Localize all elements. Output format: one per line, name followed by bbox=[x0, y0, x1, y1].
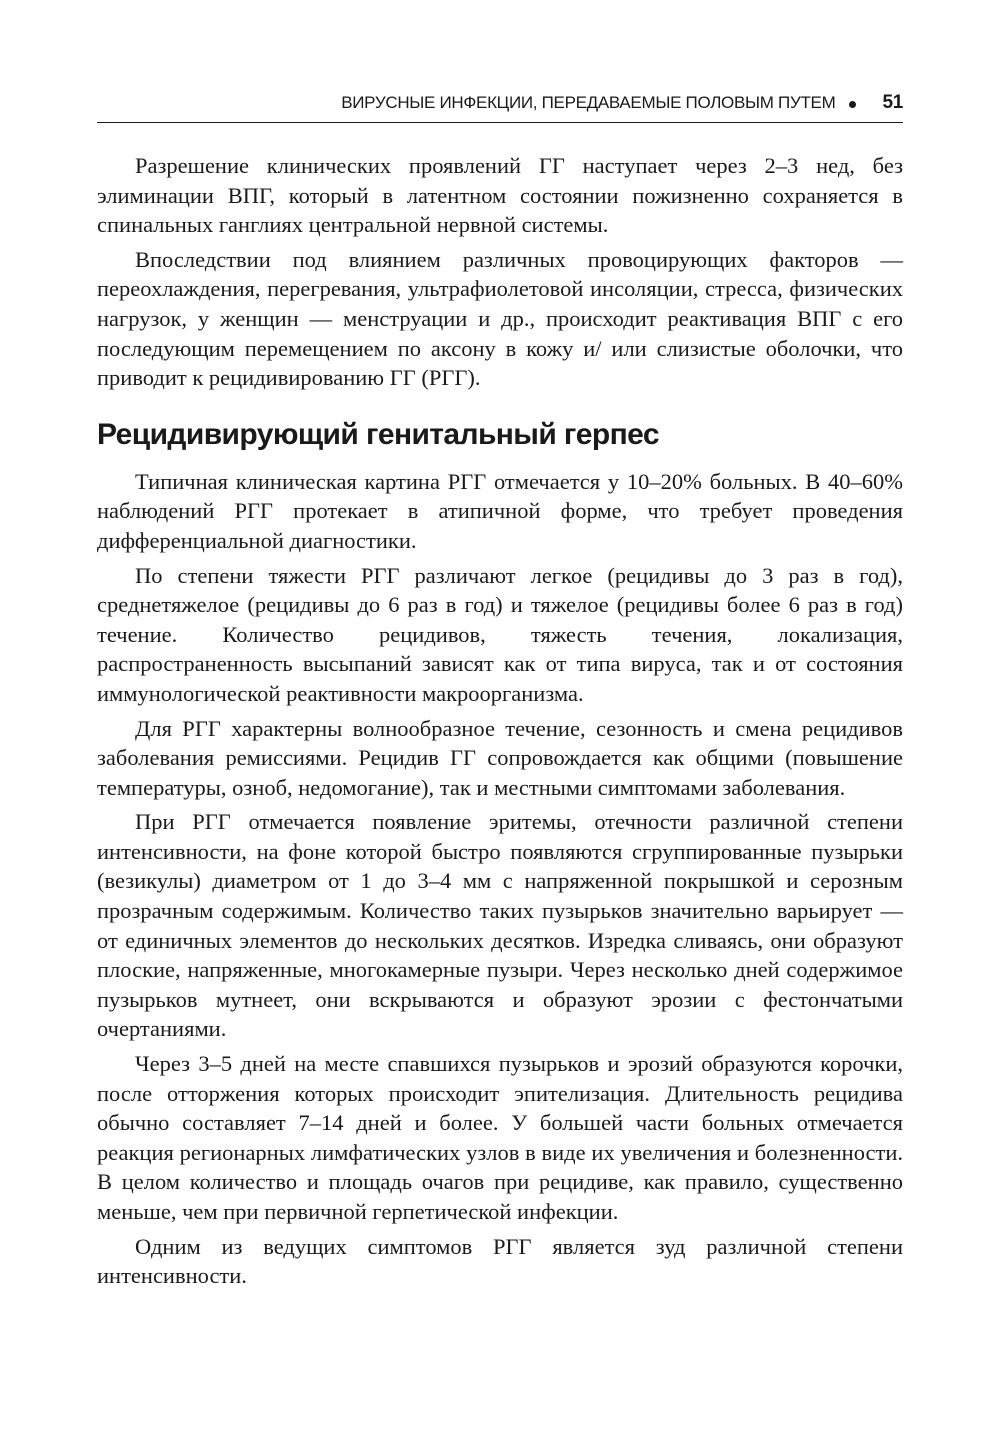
paragraph: Через 3–5 дней на месте спавшихся пузырьков и эрозий образуются корочки, после отторжения которых происходит эпителизация. Длительность рецидива обычно составляет 7–14 дней и более. У большей части больных отмечается реакция регионарных лимфатических узлов в виде их увеличения и болезненности. В целом количество и площадь очагов при рецидиве, как правило, существенно меньше, чем при первичной герпетической инфекции. bbox=[97, 1051, 903, 1224]
running-title: ВИРУСНЫЕ ИНФЕКЦИИ, ПЕРЕДАВАЕМЫЕ ПОЛОВЫМ ПУТЕМ bbox=[341, 93, 836, 112]
paragraph: Для РГГ характерны волнообразное течение, сезонность и смена рецидивов заболевания ремиссиями. Рецидив ГГ сопровождается как общими (повышение температуры, озноб, недомогание), так и местными симптомами заболевания. bbox=[97, 715, 903, 800]
bullet-separator-icon bbox=[849, 101, 856, 108]
intro-text bbox=[97, 151, 903, 393]
paragraph: Впоследствии под влиянием различных провоцирующих факторов — переохлаждения, перегревания, ультрафиолетовой инсоляции, стресса, физических нагрузок, у женщин — менструации и др., происходит реактивация ВПГ с его последующим перемещением по аксону в кожу и/ или слизистые оболочки, что приводит к рецидивированию ГГ (РГГ). bbox=[97, 246, 903, 391]
running-header bbox=[97, 92, 903, 123]
paragraph: Разрешение клинических проявлений ГГ наступает через 2–3 нед, без элиминации ВПГ, который в латентном состоянии пожизненно сохраняется в спинальных ганглиях центральной нервной системы. bbox=[97, 153, 903, 238]
paragraph: По степени тяжести РГГ различают легкое (рецидивы до 3 раз в год), среднетяжелое (рецидивы до 6 раз в год) и тяжелое (рецидивы более 6 раз в год) течение. Количество рецидивов, тяжесть течения, локализация, распространенность высыпаний зависят как от типа вируса, так и от состояния иммунологической реактивности макроорганизма. bbox=[97, 562, 903, 706]
section-heading: Рецидивирующий генитальный герпес bbox=[97, 417, 659, 451]
paragraph: Типичная клиническая картина РГГ отмечается у 10–20% больных. В 40–60% наблюдений РГГ протекает в атипичной форме, что требует проведения дифференциальной диагностики. bbox=[97, 468, 903, 553]
paragraph: Одним из ведущих симптомов РГГ является зуд различной степени интенсивности. bbox=[97, 1233, 903, 1289]
paragraph: При РГГ отмечается появление эритемы, отечности различной степени интенсивности, на фоне которой быстро появляются сгруппированные пузырьки (везикулы) диаметром от 1 до 3–4 мм с напряженной покрышкой и серозным прозрачным содержимым. Количество таких пузырьков значительно варьирует — от единичных элементов до нескольких десятков. Изредка сливаясь, они образуют плоские, напряженные, многокамерные пузыри. Через несколько дней содержимое пузырьков мутнеет, они вскрываются и образуют эрозии с фестончатыми очертаниями. bbox=[97, 809, 903, 1042]
page-number: 51 bbox=[882, 92, 903, 113]
section-body bbox=[97, 467, 903, 1291]
book-page bbox=[97, 92, 903, 1291]
